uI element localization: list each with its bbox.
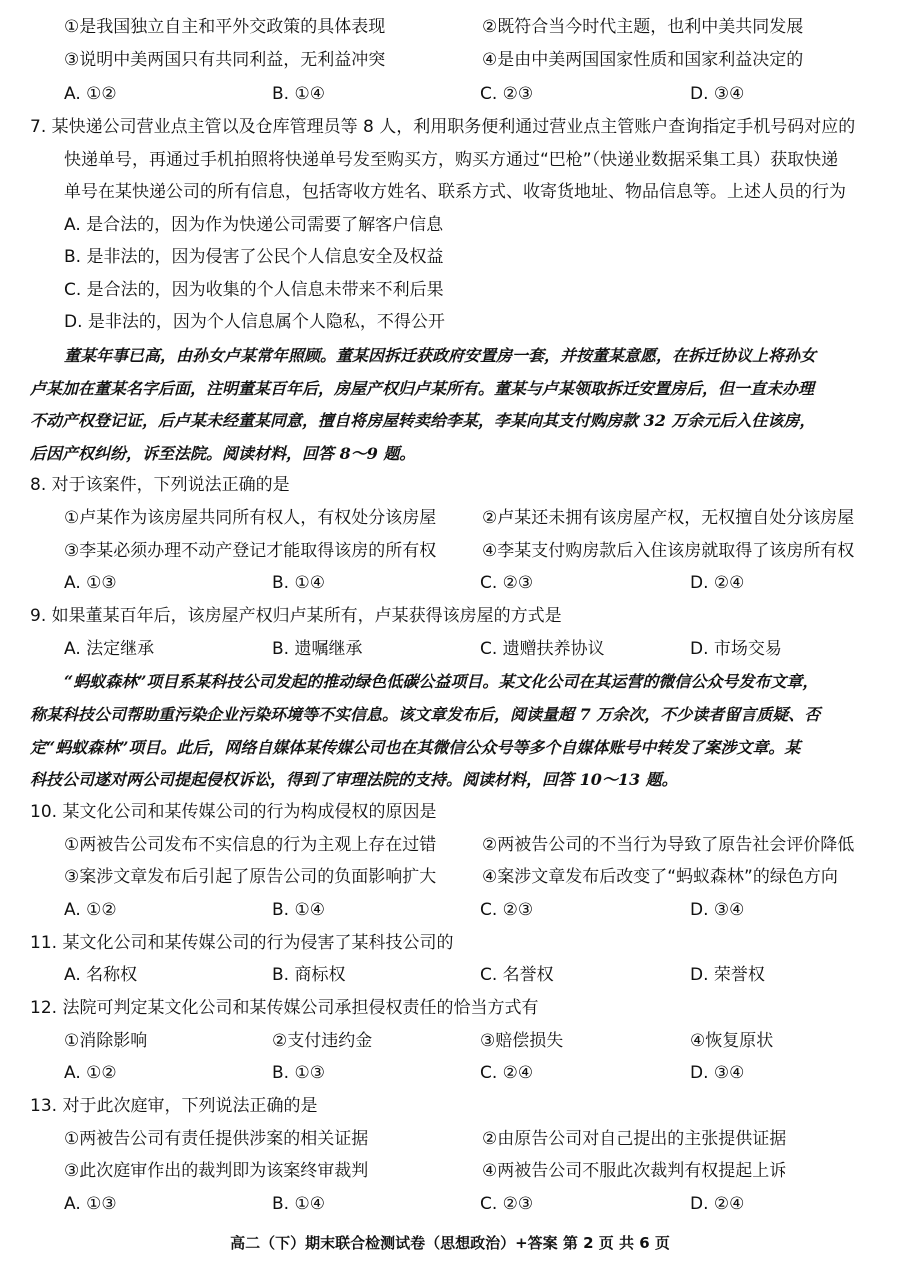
- q13-stem: 13. 对于此次庭审，下列说法正确的是: [30, 1096, 318, 1116]
- q10-choice-d: D. ③④: [690, 900, 745, 920]
- q10-statement-4: ④案涉文章发布后改变了“蚂蚁森林”的绿色方向: [482, 867, 838, 887]
- q10-statement-2: ②两被告公司的不当行为导致了原告社会评价降低: [482, 835, 855, 855]
- q12-statement-2: ②支付违约金: [272, 1031, 373, 1051]
- q10-stem: 10. 某文化公司和某传媒公司的行为构成侵权的原因是: [30, 802, 437, 822]
- page-footer: 高二（下）期末联合检测试卷（思想政治）+答案 第 2 页 共 6 页: [230, 1234, 670, 1252]
- q13-statement-4: ④两被告公司不服此次裁判有权提起上诉: [482, 1161, 787, 1181]
- q6-statement-2: ②既符合当今时代主题，也利中美共同发展: [482, 17, 804, 37]
- q6-choices: [0, 78, 900, 111]
- q6-statement-1: ①是我国独立自主和平外交政策的具体表现: [64, 17, 386, 37]
- q7-choice-d: D. 是非法的，因为个人信息属个人隐私，不得公开: [64, 312, 445, 332]
- q10-statement-3: ③案涉文章发布后引起了原告公司的负面影响扩大: [64, 867, 437, 887]
- q11-choice-c: C. 名誉权: [480, 965, 554, 985]
- q12-choice-d: D. ③④: [690, 1063, 745, 1083]
- q10-statement-1: ①两被告公司发布不实信息的行为主观上存在过错: [64, 835, 437, 855]
- q8-statement-1: ①卢某作为该房屋共同所有权人，有权处分该房屋: [64, 508, 437, 528]
- q7-choice-c: C. 是合法的，因为收集的个人信息未带来不利后果: [64, 280, 444, 300]
- q9-choice-d: D. 市场交易: [690, 639, 782, 659]
- q13-statement-1: ①两被告公司有责任提供涉案的相关证据: [64, 1129, 369, 1149]
- q9-choice-c: C. 遗赠扶养协议: [480, 639, 605, 659]
- q12-choice-b: B. ①③: [272, 1063, 325, 1083]
- material2-line4: 科技公司遂对两公司提起侵权诉讼，得到了审理法院的支持。阅读材料，回答 10～13 题。: [30, 770, 678, 789]
- q13-choice-c: C. ②③: [480, 1194, 534, 1214]
- q9-choice-a: A. 法定继承: [64, 639, 155, 659]
- q8-choice-a: A. ①③: [64, 573, 117, 593]
- q8-choice-c: C. ②③: [480, 573, 534, 593]
- q8-choice-d: D. ②④: [690, 573, 745, 593]
- material1-line1: 董某年事已高，由孙女卢某常年照顾。董某因拆迁获政府安置房一套，并按董某意愿，在拆迁协议上将孙女: [64, 346, 817, 365]
- q8-stem: 8. 对于该案件，下列说法正确的是: [30, 475, 290, 495]
- material1-line4: 后因产权纠纷，诉至法院。阅读材料，回答 8～9 题。: [30, 444, 416, 463]
- q8-statement-3: ③李某必须办理不动产登记才能取得该房的所有权: [64, 541, 437, 561]
- q11-stem: 11. 某文化公司和某传媒公司的行为侵害了某科技公司的: [30, 933, 454, 953]
- q13-choice-a: A. ①③: [64, 1194, 117, 1214]
- material2-line3: 定“蚂蚁森林”项目。此后，网络自媒体某传媒公司也在其微信公众号等多个自媒体账号中转发了案涉文章。某: [30, 738, 801, 757]
- q9-choice-b: B. 遗嘱继承: [272, 639, 363, 659]
- q12-stem: 12. 法院可判定某文化公司和某传媒公司承担侵权责任的恰当方式有: [30, 998, 539, 1018]
- q10-choice-a: A. ①②: [64, 900, 117, 920]
- q6-options-row2: [0, 44, 900, 77]
- q12-statement-1: ①消除影响: [64, 1031, 148, 1051]
- q8-statement-2: ②卢某还未拥有该房屋产权，无权擅自处分该房屋: [482, 508, 855, 528]
- q7-choice-b: B. 是非法的，因为侵害了公民个人信息安全及权益: [64, 247, 444, 267]
- q13-statement-3: ③此次庭审作出的裁判即为该案终审裁判: [64, 1161, 369, 1181]
- material2-line1: “蚂蚁森林”项目系某科技公司发起的推动绿色低碳公益项目。某文化公司在其运营的微信公众号发布文章，: [64, 672, 819, 691]
- q6-choice-d: D. ③④: [690, 84, 745, 104]
- q12-statement-4: ④恢复原状: [690, 1031, 774, 1051]
- q6-choice-a: A. ①②: [64, 84, 117, 104]
- q12-choice-c: C. ②④: [480, 1063, 534, 1083]
- q6-statement-3: ③说明中美两国只有共同利益，无利益冲突: [64, 50, 386, 70]
- q10-choice-c: C. ②③: [480, 900, 534, 920]
- q12-statement-3: ③赔偿损失: [480, 1031, 564, 1051]
- q11-choice-b: B. 商标权: [272, 965, 346, 985]
- q11-choice-a: A. 名称权: [64, 965, 138, 985]
- q6-options-row1: [0, 11, 900, 44]
- q8-choice-b: B. ①④: [272, 573, 325, 593]
- q13-statement-2: ②由原告公司对自己提出的主张提供证据: [482, 1129, 787, 1149]
- q12-choice-a: A. ①②: [64, 1063, 117, 1083]
- q8-statement-4: ④李某支付购房款后入住该房就取得了该房所有权: [482, 541, 855, 561]
- material1-line2: 卢某加在董某名字后面，注明董某百年后，房屋产权归卢某所有。董某与卢某领取拆迁安置房后，但一直未办理: [30, 379, 815, 398]
- q7-choice-a: A. 是合法的，因为作为快递公司需要了解客户信息: [64, 215, 444, 235]
- q7-stem-line3: 单号在某快递公司的所有信息，包括寄收方姓名、联系方式、收寄货地址、物品信息等。上述人员的行为: [64, 182, 846, 202]
- q13-choice-d: D. ②④: [690, 1194, 745, 1214]
- q10-choice-b: B. ①④: [272, 900, 325, 920]
- q6-choice-c: C. ②③: [480, 84, 534, 104]
- q9-stem: 9. 如果董某百年后，该房屋产权归卢某所有，卢某获得该房屋的方式是: [30, 606, 562, 626]
- q7-stem-line1: 7. 某快递公司营业点主管以及仓库管理员等 8 人，利用职务便利通过营业点主管账户查询指定手机号码对应的: [30, 117, 856, 137]
- material1-line3: 不动产权登记证，后卢某未经董某同意，擅自将房屋转卖给李某，李某向其支付购房款 32 万余元后入住该房，: [30, 411, 816, 430]
- q6-choice-b: B. ①④: [272, 84, 325, 104]
- material2-line2: 称某科技公司帮助重污染企业污染环境等不实信息。该文章发布后，阅读量超 7 万余次，不少读者留言质疑、否: [30, 705, 821, 724]
- q7-stem-line2: 快递单号，再通过手机拍照将快递单号发至购买方，购买方通过“巴枪”（快递业数据采集工具）获取快递: [64, 150, 839, 170]
- q13-choice-b: B. ①④: [272, 1194, 325, 1214]
- q11-choice-d: D. 荣誉权: [690, 965, 765, 985]
- q6-statement-4: ④是由中美两国国家性质和国家利益决定的: [482, 50, 804, 70]
